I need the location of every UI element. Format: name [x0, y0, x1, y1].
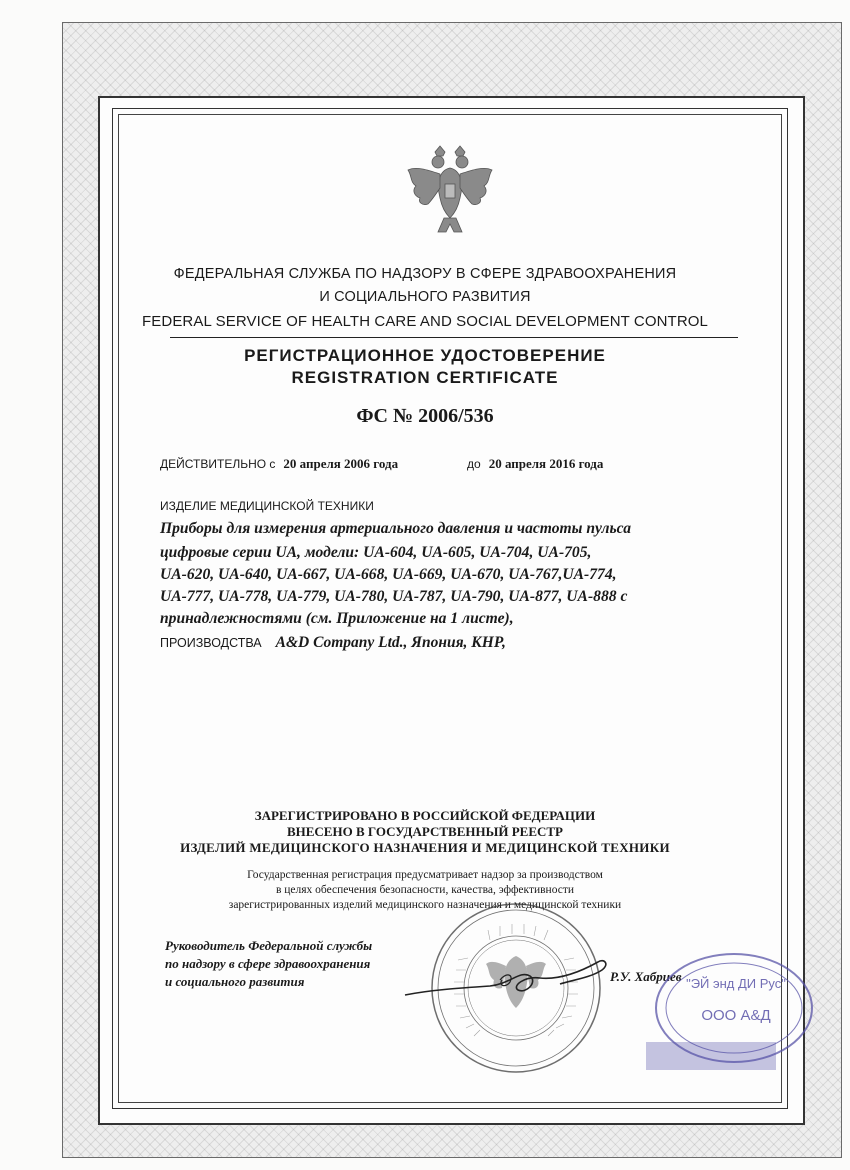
divider-rule	[170, 337, 738, 338]
certificate-title-ru: РЕГИСТРАЦИОННОЕ УДОСТОВЕРЕНИЕ	[244, 346, 606, 365]
validity-row	[160, 455, 398, 473]
signatory-title-line3: и социального развития	[165, 974, 305, 989]
registration-note-line2: в целях обеспечения безопасности, качества, эффективности	[275, 884, 575, 896]
manufacturer-name: A&D Company Ltd., Япония, КНР,	[275, 634, 506, 651]
double-headed-eagle-emblem-icon	[400, 140, 500, 240]
product-description-line: Приборы для измерения артериального давления и частоты пульса	[160, 520, 631, 537]
registration-line3: ИЗДЕЛИЙ МЕДИЦИНСКОГО НАЗНАЧЕНИЯ И МЕДИЦИНСКОЙ ТЕХНИКИ	[180, 840, 670, 855]
product-description-line: цифровые серии UA, модели: UA-604, UA-605, UA-704, UA-705,	[160, 544, 592, 561]
validity-to-row	[467, 455, 603, 473]
agency-name-ru-line1: ФЕДЕРАЛЬНАЯ СЛУЖБА ПО НАДЗОРУ В СФЕРЕ ЗДРАВООХРАНЕНИЯ	[173, 266, 677, 282]
registration-line1: ЗАРЕГИСТРИРОВАНО В РОССИЙСКОЙ ФЕДЕРАЦИИ	[254, 808, 596, 823]
product-description-line: принадлежностями (см. Приложение на 1 листе),	[160, 610, 514, 627]
certificate-number: ФС № 2006/536	[356, 405, 494, 427]
agency-name-en: FEDERAL SERVICE OF HEALTH CARE AND SOCIAL DEVELOPMENT CONTROL	[142, 313, 708, 330]
registration-note-line3: зарегистрированных изделий медицинского назначения и медицинской техники	[228, 899, 622, 911]
signatory-title-line2: по надзору в сфере здравоохранения	[165, 956, 371, 971]
handwritten-signature	[400, 950, 630, 1010]
validity-from-date: 20 апреля 2006 года	[283, 456, 399, 471]
product-description-line: UA-620, UA-640, UA-667, UA-668, UA-669, UA-670, UA-767,UA-774,	[160, 566, 617, 583]
validity-label: ДЕЙСТВИТЕЛЬНО с	[160, 457, 276, 471]
signatory-title-line1: Руководитель Федеральной службы	[165, 938, 373, 953]
company-stamp	[642, 950, 822, 1080]
certificate-title-en: REGISTRATION CERTIFICATE	[291, 368, 559, 387]
registration-note-line1: Государственная регистрация предусматривает надзор за производством	[247, 869, 603, 881]
validity-to-date: 20 апреля 2016 года	[488, 456, 604, 471]
agency-name-ru-line2: И СОЦИАЛЬНОГО РАЗВИТИЯ	[319, 289, 531, 305]
product-label: ИЗДЕЛИЕ МЕДИЦИНСКОЙ ТЕХНИКИ	[160, 499, 374, 513]
company-stamp-line2: ООО А&Д	[701, 1007, 771, 1024]
product-description-line: UA-777, UA-778, UA-779, UA-780, UA-787, UA-790, UA-877, UA-888 с	[160, 588, 628, 605]
manufacturer-label: ПРОИЗВОДСТВА	[160, 636, 262, 650]
registration-line2: ВНЕСЕНО В ГОСУДАРСТВЕННЫЙ РЕЕСТР	[286, 824, 564, 839]
signatory-name: Р.У. Хабриев	[610, 969, 682, 984]
validity-to-label: до	[467, 457, 481, 471]
company-stamp-line1: "ЭЙ энд ДИ Рус"	[686, 976, 786, 991]
manufacturer-row	[160, 634, 506, 652]
